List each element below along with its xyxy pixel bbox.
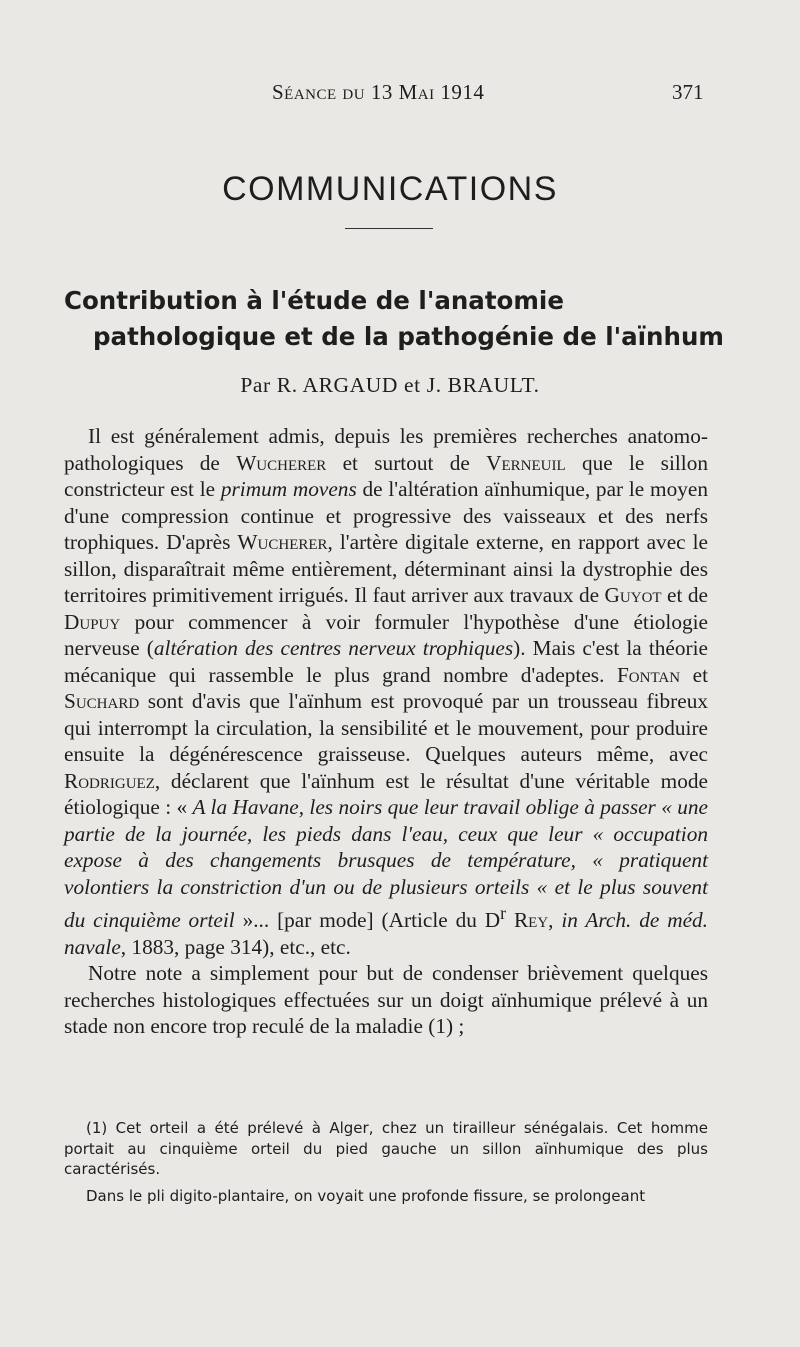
text-run: et de xyxy=(661,583,708,607)
text-run: ). Mais c'est la théorie mécanique qui rassemble le plus grand nombre d'adeptes. xyxy=(64,636,708,687)
superscript: r xyxy=(500,903,507,923)
article-body xyxy=(64,423,708,1040)
italic-citation: in Arch. de méd. navale xyxy=(64,908,708,959)
italic-phrase: primum movens xyxy=(220,477,357,501)
section-title: COMMUNICATIONS xyxy=(222,170,558,208)
author-name: Rodriguez xyxy=(64,768,155,793)
text-run: que le sillon constricteur est le xyxy=(64,450,708,501)
italic-phrase: altération des centres nerveux trophiques xyxy=(153,636,514,660)
author-name: Fontan xyxy=(616,662,681,687)
page-number: 371 xyxy=(672,80,704,104)
text-run: et surtout de xyxy=(326,450,487,475)
author-name: Wucherer xyxy=(236,450,327,475)
text-run: sont d'avis que l'aïnhum est provoqué par un trousseau fibreux qui interrompt la circulation, la sensibilité et le mouvement, pour produire ensuite la dégénérescence graisseuse. Quelques auteurs même, avec xyxy=(64,689,708,766)
body-paragraph-2: Notre note a simplement pour but de condenser brièvement quelques recherches histologiques effectuées sur un doigt aïnhumique prélevé à un stade non encore trop reculé de la maladie (1) ; xyxy=(64,961,708,1039)
article-title xyxy=(64,283,764,355)
text-run: , l'artère digitale externe, en rapport avec le sillon, disparaîtrait même entièrement, déterminant ainsi la dystrophie des territoires primitivement irrigués. Il faut arriver aux travaux de xyxy=(64,530,708,607)
running-title: Séance du 13 Mai 1914 xyxy=(272,80,485,104)
running-header xyxy=(0,80,800,110)
footnote xyxy=(64,1118,708,1206)
author-name: Suchard xyxy=(64,689,140,713)
text-run: et xyxy=(680,662,708,687)
footnote-1: (1) Cet orteil a été prélevé à Alger, chez un tirailleur sénégalais. Cet homme portait au cinquième orteil du pied gauche un sillon aïnhumique des plus caractérisés. xyxy=(64,1119,708,1178)
author-name: Rey xyxy=(513,908,549,933)
title-rule xyxy=(345,228,433,229)
text-run: pour commencer à voir formuler l'hypothèse d'une étiologie nerveuse ( xyxy=(64,609,708,660)
author-name: Dupuy xyxy=(64,609,121,634)
article-title-line-2: pathologique et de la pathogénie de l'aïnhum xyxy=(93,322,724,351)
article-authors: Par R. ARGAUD et J. BRAULT. xyxy=(240,373,540,397)
quoted-passage: A la Havane, les noirs que leur travail oblige à passer « une partie de la journée, les pieds dans l'eau, ceux que leur « occupation expose à des changements brusques de température, « pratiquent volontiers la constriction d'un ou de plusieurs orteils « et le plus souvent du cinquième orteil xyxy=(64,795,708,933)
article-title-line-1: Contribution à l'étude de l'anatomie xyxy=(64,286,564,315)
author-name: Guyot xyxy=(604,583,662,607)
footnote-continuation: Dans le pli digito-plantaire, on voyait une profonde fissure, se prolongeant xyxy=(86,1186,646,1205)
text-run: , 1883, page 314), etc., etc. xyxy=(120,934,351,959)
text-run xyxy=(506,908,514,932)
text-run: de l'altération aïnhumique, par le moyen d'une compression continue et progressive des vaisseaux et des nerfs trophiques. D'après xyxy=(64,477,708,554)
text-run: , xyxy=(548,908,562,933)
author-name: Verneuil xyxy=(486,450,566,475)
text-run: »... [par mode] (Article du D xyxy=(234,908,501,933)
text-run: Il est généralement admis, depuis les premières recherches anatomo-pathologiques de xyxy=(64,424,708,475)
author-name: Wucherer xyxy=(237,530,328,554)
body-paragraph-1 xyxy=(64,423,708,960)
text-run: , déclarent que l'aïnhum est le résultat d'une véritable mode étiologique : « xyxy=(64,768,708,819)
